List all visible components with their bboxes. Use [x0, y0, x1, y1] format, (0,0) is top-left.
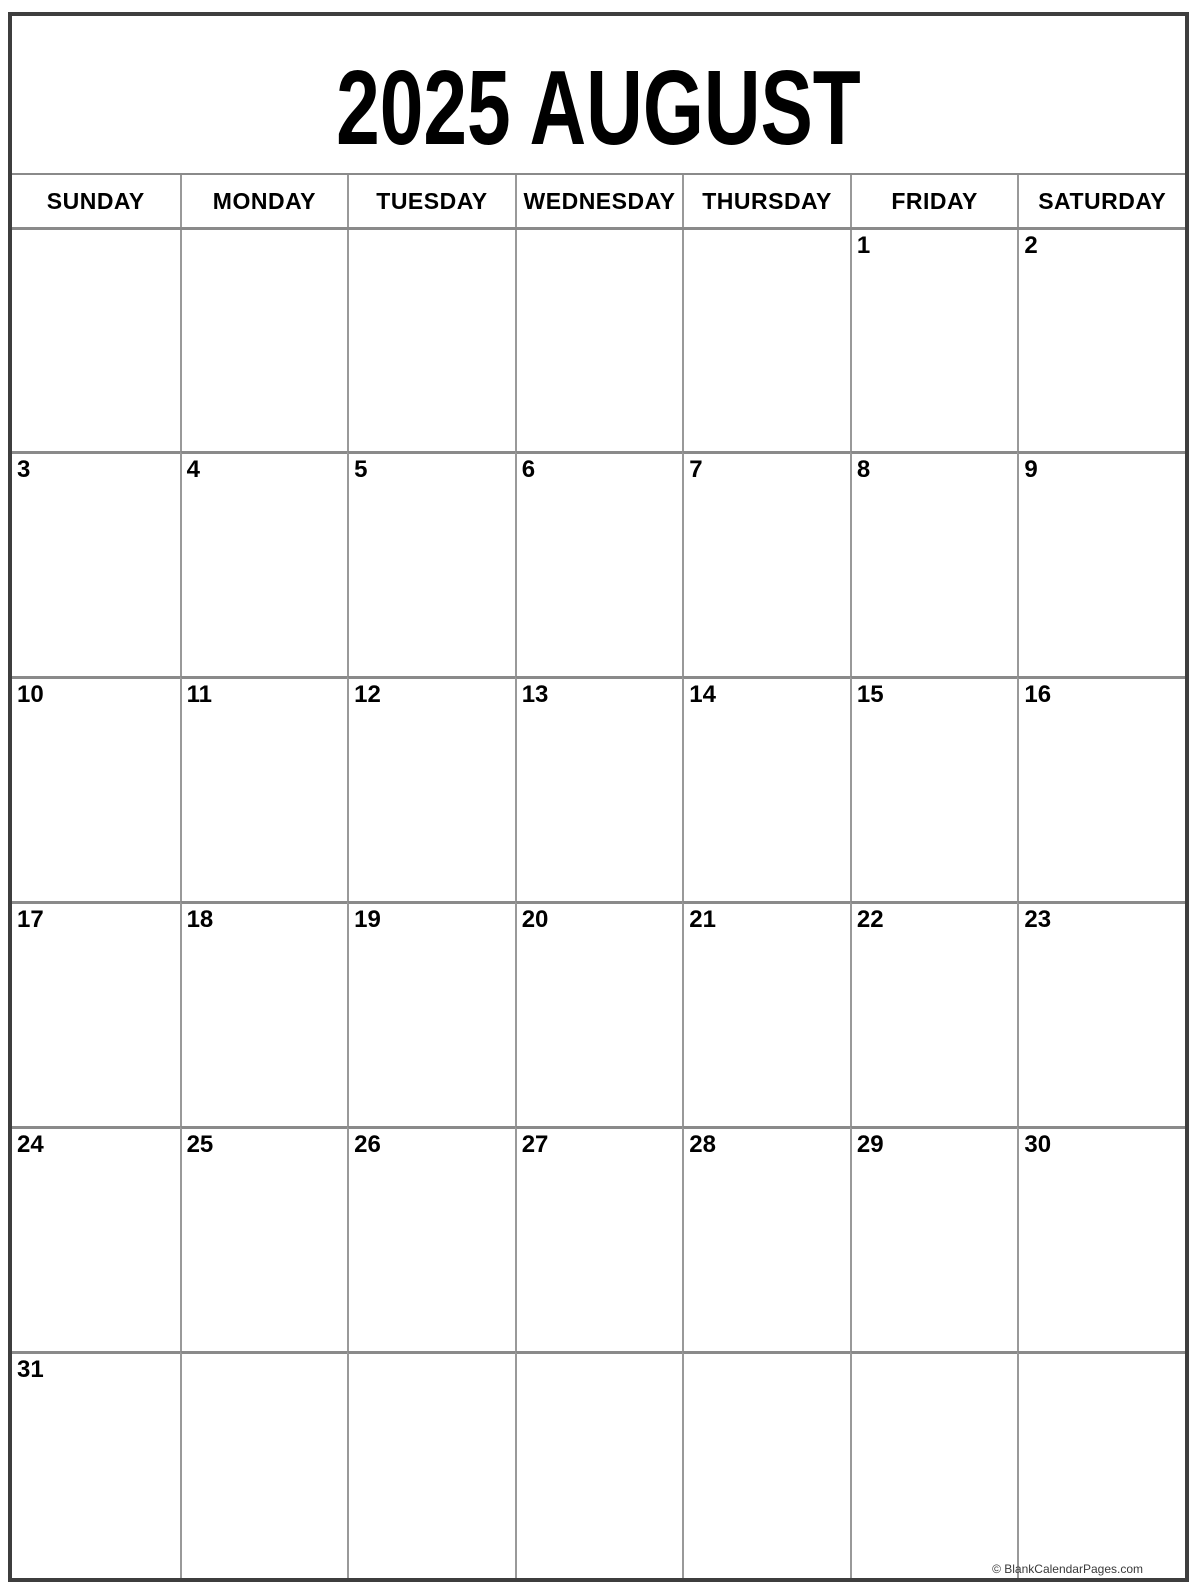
day-cell-27	[515, 1126, 683, 1351]
day-number: 2	[1024, 232, 1038, 259]
day-number: 22	[856, 906, 884, 933]
day-cell-empty	[1017, 1351, 1185, 1578]
calendar-frame	[8, 12, 1189, 1582]
day-cell-17	[12, 901, 180, 1126]
day-cell-empty	[180, 1351, 348, 1578]
day-cell-4	[180, 451, 348, 676]
day-cell-3	[12, 451, 180, 676]
day-number: 25	[186, 1131, 214, 1158]
day-number: 17	[17, 906, 44, 933]
day-number: 30	[1024, 1131, 1052, 1158]
day-cell-15	[850, 676, 1018, 901]
weekday-label: WEDNESDAY	[515, 175, 683, 227]
day-number: 18	[186, 906, 214, 933]
day-number: 10	[17, 681, 44, 708]
day-cell-31	[12, 1351, 180, 1578]
weekday-label: SATURDAY	[1017, 175, 1185, 227]
day-cell-26	[347, 1126, 515, 1351]
day-cell-2	[1017, 230, 1185, 451]
day-number: 4	[186, 456, 200, 483]
day-number: 15	[856, 681, 884, 708]
day-cell-18	[180, 901, 348, 1126]
day-cell-6	[515, 451, 683, 676]
footer-credit: © BlankCalendarPages.com	[992, 1562, 1143, 1576]
day-cell-8	[850, 451, 1018, 676]
day-number: 11	[186, 681, 212, 708]
day-number: 20	[521, 906, 549, 933]
weekday-label: SUNDAY	[46, 187, 145, 214]
day-number: 7	[689, 456, 703, 483]
day-cell-7	[682, 451, 850, 676]
day-cell-empty	[515, 1351, 683, 1578]
day-number: 23	[1024, 906, 1052, 933]
day-cell-29	[850, 1126, 1018, 1351]
day-number: 13	[521, 681, 549, 708]
day-cell-empty	[682, 230, 850, 451]
day-number: 3	[17, 456, 31, 483]
day-cell-23	[1017, 901, 1185, 1126]
day-cell-9	[1017, 451, 1185, 676]
day-cell-empty	[850, 1351, 1018, 1578]
day-number: 9	[1024, 456, 1038, 483]
day-cell-16	[1017, 676, 1185, 901]
day-cell-empty	[180, 230, 348, 451]
day-number: 26	[354, 1131, 381, 1158]
day-cell-13	[515, 676, 683, 901]
day-number: 8	[856, 456, 871, 483]
day-number: 5	[354, 456, 368, 483]
weekday-label: MONDAY	[180, 175, 348, 227]
day-cell-25	[180, 1126, 348, 1351]
day-cell-empty	[515, 230, 683, 451]
day-cell-14	[682, 676, 850, 901]
day-number: 29	[856, 1131, 884, 1158]
day-cell-21	[682, 901, 850, 1126]
weekday-row	[12, 173, 1185, 230]
day-cell-empty	[347, 230, 515, 451]
day-cell-10	[12, 676, 180, 901]
weekday-label: TUESDAY	[347, 175, 515, 227]
day-cell-12	[347, 676, 515, 901]
day-cell-5	[347, 451, 515, 676]
day-number: 14	[689, 681, 716, 708]
day-cell-empty	[12, 230, 180, 451]
day-number: 28	[689, 1131, 716, 1158]
weekday-label: FRIDAY	[850, 175, 1018, 227]
day-number: 19	[354, 906, 381, 933]
day-cell-22	[850, 901, 1018, 1126]
day-number: 6	[521, 456, 536, 483]
day-cell-30	[1017, 1126, 1185, 1351]
day-number: 31	[17, 1356, 44, 1383]
day-cell-20	[515, 901, 683, 1126]
day-cell-24	[12, 1126, 180, 1351]
day-cell-28	[682, 1126, 850, 1351]
day-cell-empty	[682, 1351, 850, 1578]
day-number: 12	[354, 681, 381, 708]
page-title: 2025 AUGUST	[336, 48, 861, 167]
day-number: 24	[17, 1131, 44, 1158]
title-area	[12, 16, 1185, 173]
day-number: 16	[1024, 681, 1052, 708]
day-cell-1	[850, 230, 1018, 451]
day-number: 27	[521, 1131, 549, 1158]
weekday-label: THURSDAY	[682, 175, 850, 227]
day-number: 21	[689, 906, 716, 933]
day-cell-19	[347, 901, 515, 1126]
day-cell-empty	[347, 1351, 515, 1578]
day-number: 1	[856, 232, 871, 259]
calendar-grid	[12, 230, 1185, 1578]
day-cell-11	[180, 676, 348, 901]
